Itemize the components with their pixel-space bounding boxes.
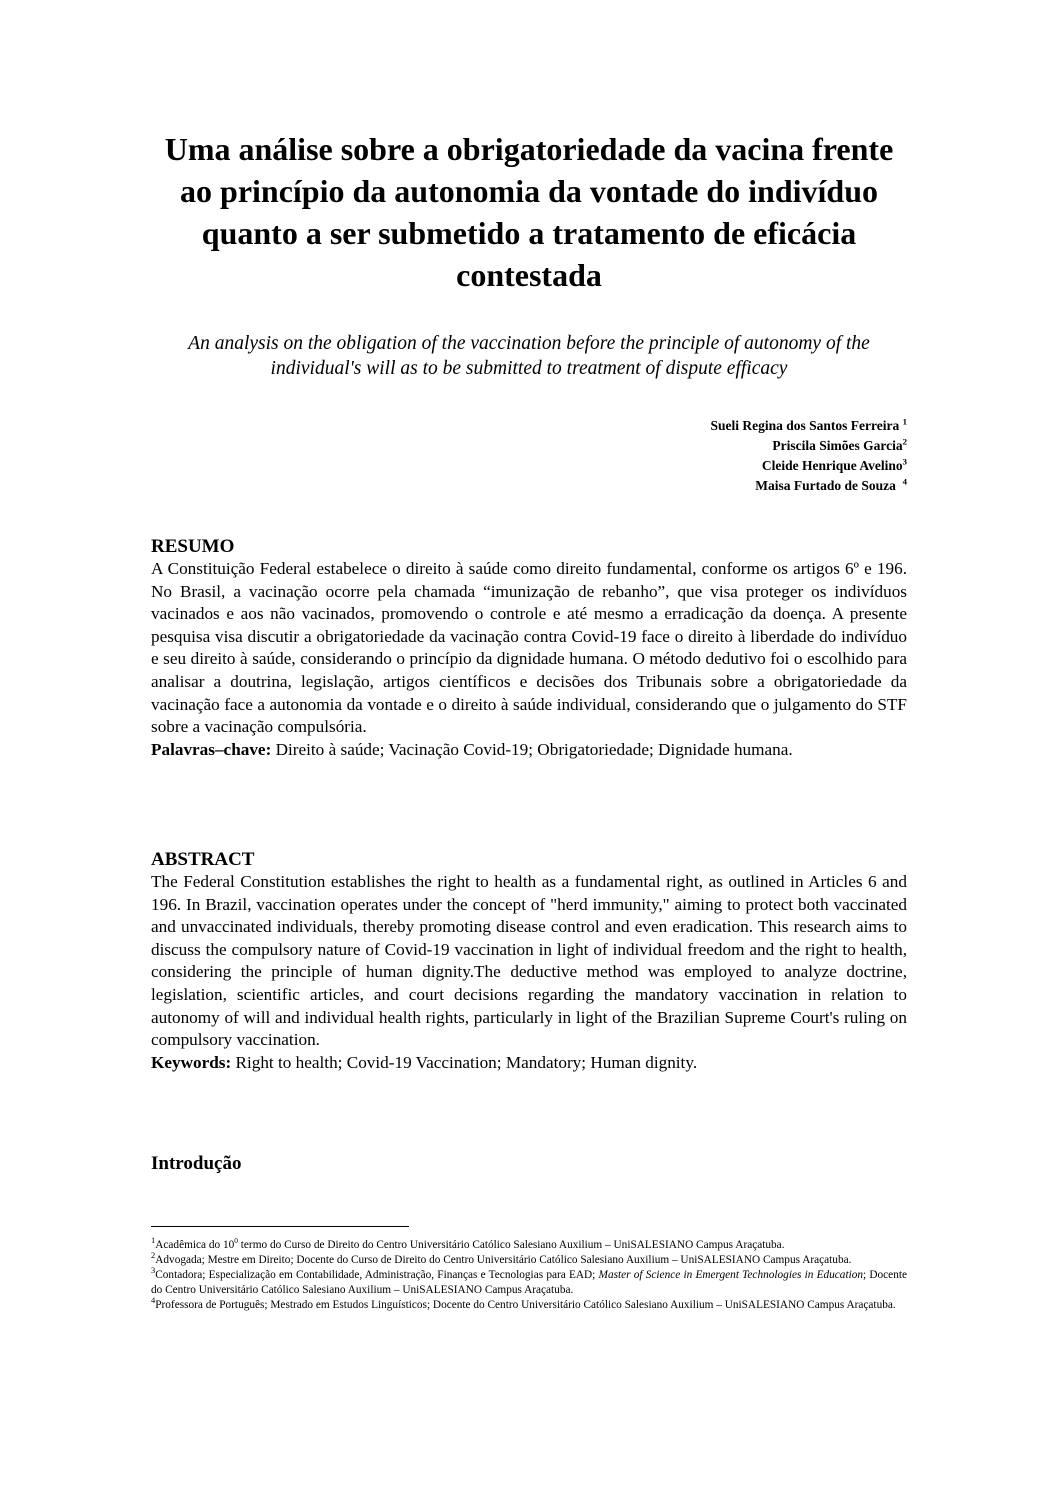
author-entry <box>710 436 907 456</box>
footnote-text: Acadêmica do 10 <box>155 1239 235 1251</box>
keywords-label: Keywords: <box>151 1052 232 1072</box>
footnote-number: 2 <box>151 1250 156 1261</box>
footnotes <box>151 1235 908 1313</box>
footnote-divider <box>151 1226 409 1227</box>
author-footnote-ref: 3 <box>902 456 907 467</box>
keywords-text: Right to health; Covid-19 Vaccination; Mandatory; Human dignity. <box>235 1052 698 1072</box>
paper-title: Uma análise sobre a obrigatoriedade da vacina frente ao princípio da autonomia da vontade do indivíduo quanto a ser submetido a tratamento de eficácia contestada <box>164 131 894 293</box>
abstract-keywords <box>151 1052 907 1075</box>
footnote-superscript: 0 <box>234 1236 238 1246</box>
author-name: Sueli Regina dos Santos Ferreira <box>710 418 900 433</box>
footnote-text: termo do Curso de Direito do Centro Universitário Católico Salesiano Auxilium – UniSALESIANO Campus Araçatuba. <box>237 1239 785 1251</box>
footnote-italic-text: Master of Science in Emergent Technologies in Education <box>598 1269 864 1281</box>
introduction-section <box>151 1153 907 1175</box>
footnote-2 <box>151 1250 907 1268</box>
keywords-label: Palavras–chave: <box>151 739 272 759</box>
footnote-text: Advogada; Mestre em Direito; Docente do Curso de Direito do Centro Universitário Católico Salesiano Auxilium – UniSALESIANO Campus Araçatuba. <box>155 1254 852 1266</box>
footnote-text: Professora de Português; Mestrado em Estudos Linguísticos; Docente do Centro Universitário Católico Salesiano Auxilium – UniSALESIANO Campus Araçatuba. <box>155 1299 896 1311</box>
abstract-text: The Federal Constitution establishes the right to health as a fundamental right, as outlined in Articles 6 and 196. In Brazil, vaccination operates under the concept of "herd immunity," aiming to protect both vaccinated and unvaccinated individuals, thereby promoting disease control and even eradication. This research aims to discuss the compulsory nature of Covid-19 vaccination in light of individual freedom and the right to health, considering the principle of human dignity.The deductive method was employed to analyze doctrine, legislation, scientific articles, and court decisions regarding the mandatory vaccination in relation to autonomy of will and individual health rights, particularly in light of the Brazilian Supreme Court's ruling on compulsory vaccination. <box>151 872 907 1050</box>
author-name: Priscila Simões Garcia <box>772 438 903 453</box>
author-footnote-ref: 4 <box>902 476 907 487</box>
footnote-1 <box>151 1235 907 1253</box>
author-list <box>710 416 907 496</box>
author-footnote-ref: 1 <box>902 416 907 427</box>
footnote-3 <box>151 1265 908 1298</box>
resumo-keywords <box>151 739 907 762</box>
resumo-heading: RESUMO <box>151 536 235 557</box>
footnote-number: 4 <box>151 1295 156 1306</box>
author-entry <box>710 416 907 436</box>
resumo-section <box>151 536 907 761</box>
keywords-text: Direito à saúde; Vacinação Covid-19; Obrigatoriedade; Dignidade humana. <box>275 739 793 759</box>
author-name: Cleide Henrique Avelino <box>761 458 903 473</box>
resumo-text: A Constituição Federal estabelece o direito à saúde como direito fundamental, conforme os artigos 6º e 196. No Brasil, a vacinação ocorre pela chamada “imunização de rebanho”, que visa proteger os indivíduos vacinados e aos não vacinados, promovendo o controle e até mesmo a erradicação da doença. A presente pesquisa visa discutir a obrigatoriedade da vacinação contra Covid-19 face o direito à liberdade do indivíduo e seu direito à saúde, considerando o princípio da dignidade humana. O método dedutivo foi o escolhido para analisar a doutrina, legislação, artigos científicos e decisões dos Tribunais sobre a obrigatoriedade da vacinação face a autonomia da vontade e o direito à saúde individual, considerando que o julgamento do STF sobre a vacinação compulsória. <box>151 559 907 737</box>
abstract-heading: ABSTRACT <box>151 849 255 870</box>
footnote-text: ; Docente do Centro Universitário Católico Salesiano Auxilium – UniSALESIANO Campus Araçatuba. <box>151 1269 908 1296</box>
author-name: Maisa Furtado de Souza <box>755 478 896 493</box>
footnote-4 <box>151 1295 907 1313</box>
footnote-number: 3 <box>151 1265 156 1276</box>
footnote-text: Contadora; Especialização em Contabilidade, Administração, Finanças e Tecnologias para EAD; <box>155 1269 599 1281</box>
author-entry <box>710 456 907 476</box>
abstract-section <box>151 849 907 1074</box>
footnote-number: 1 <box>151 1235 156 1246</box>
paper-subtitle-english: An analysis on the obligation of the vaccination before the principle of autonomy of the individual's will as to be submitted to treatment of dispute efficacy <box>188 333 870 379</box>
introduction-heading: Introdução <box>151 1153 242 1174</box>
author-entry <box>710 476 907 496</box>
author-footnote-ref: 2 <box>902 436 907 447</box>
